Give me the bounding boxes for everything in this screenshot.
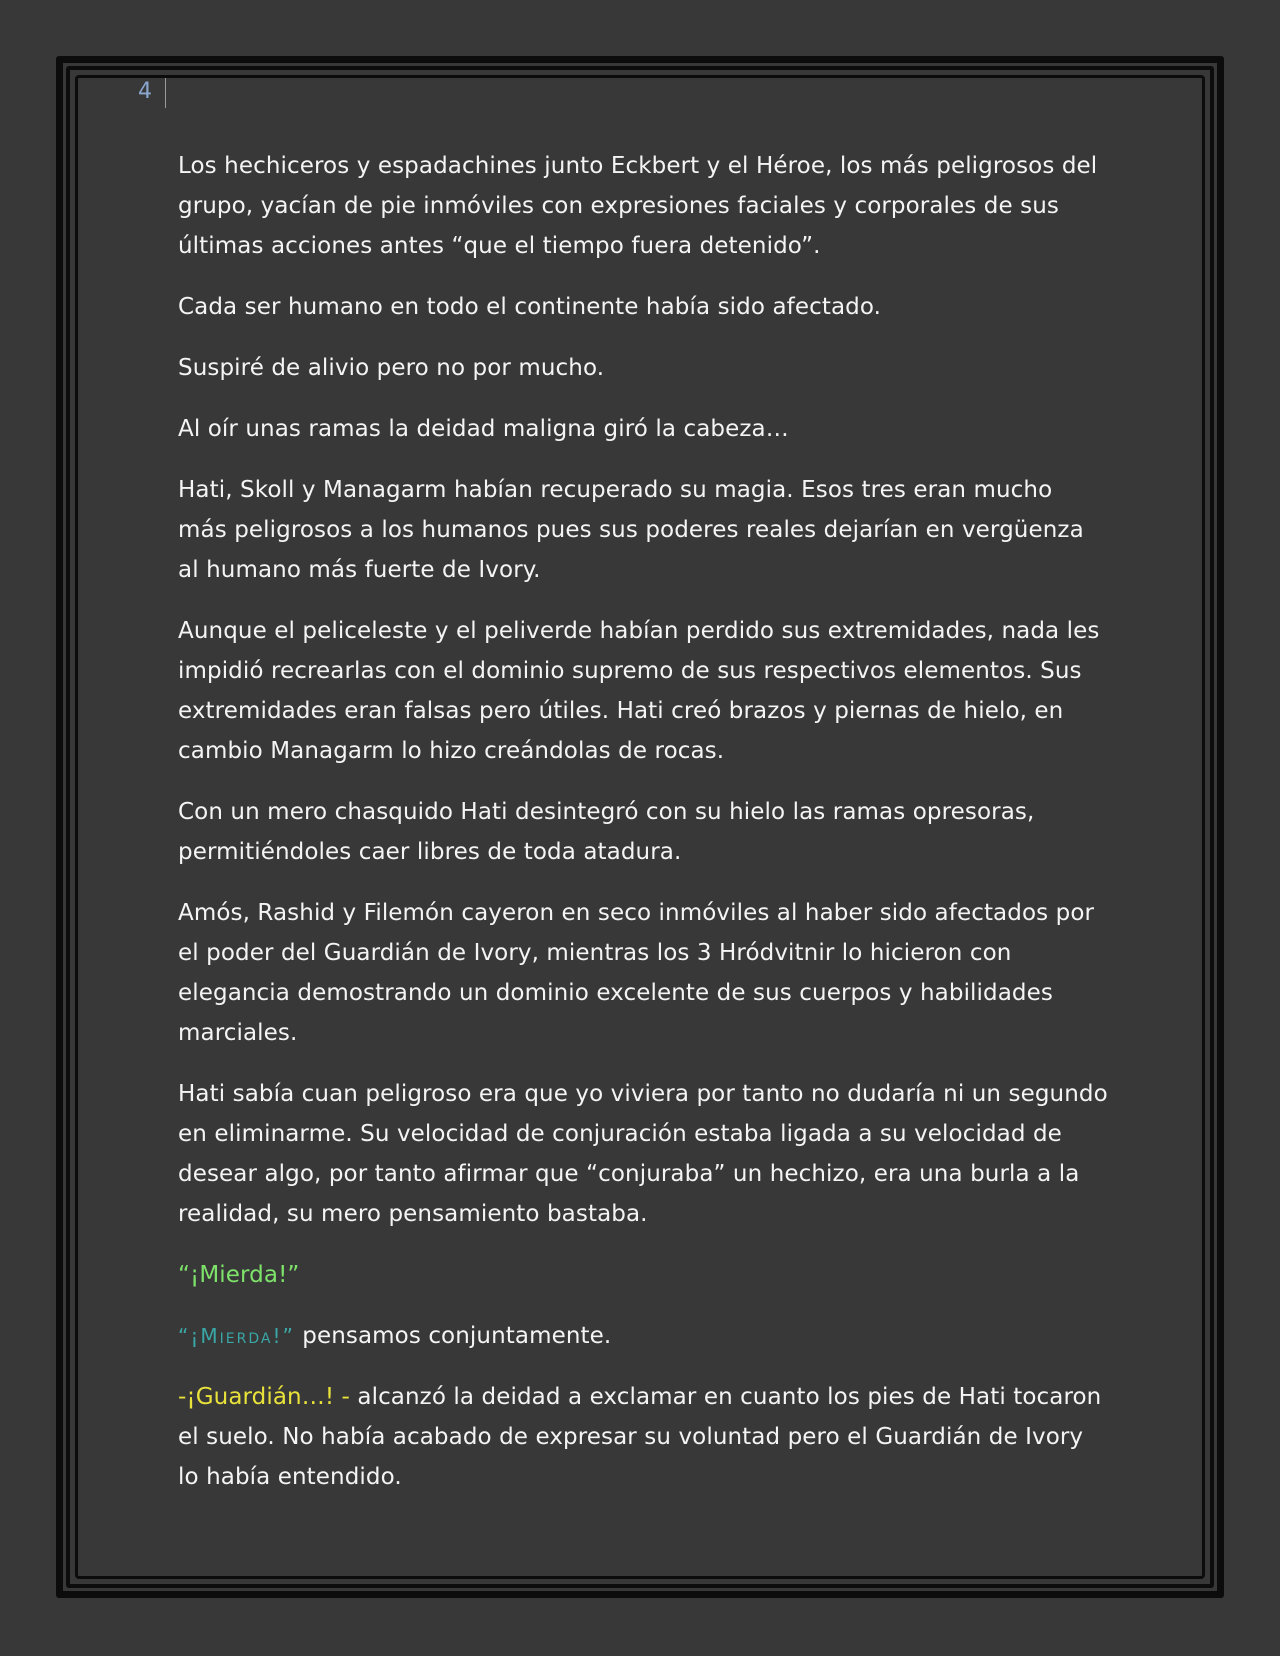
paragraph-7: Con un mero chasquido Hati desintegró con su hielo las ramas opresoras, permitiéndoles caer libres de toda atadura. [178,799,1035,865]
final-narration: alcanzó la deidad a exclamar en cuanto los pies de Hati tocaron el suelo. No había acabado de expresar su voluntad pero el Guardián de Ivory lo había entendido. [178,1384,1102,1490]
paragraph-1: Los hechiceros y espadachines junto Eckbert y el Héroe, los más peligrosos del grupo, yacían de pie inmóviles con expresiones faciales y corporales de sus últimas acciones antes “que el tiempo fuera detenido”. [178,153,1098,259]
thought-green-text: “¡Mierda!” [178,1262,300,1288]
thought-line-teal [178,1316,1108,1356]
story-text [178,146,1108,1518]
paragraph-2: Cada ser humano en todo el continente había sido afectado. [178,294,882,320]
paragraph-9: Hati sabía cuan peligroso era que yo viviera por tanto no dudaría ni un segundo en eliminarme. Su velocidad de conjuración estaba ligada a su velocidad de desear algo, por tanto afirmar que “conjuraba” un hechizo, era una burla a la realidad, su mero pensamiento bastaba. [178,1081,1108,1227]
paragraph-4: Al oír unas ramas la deidad maligna giró la cabeza… [178,416,789,442]
thought-line-green [178,1255,1108,1295]
paragraph-8: Amós, Rashid y Filemón cayeron en seco inmóviles al haber sido afectados por el poder del Guardián de Ivory, mientras los 3 Hródvitnir lo hicieron con elegancia demostrando un dominio excelente de sus cuerpos y habilidades marciales. [178,900,1095,1046]
paragraph-final [178,1377,1108,1497]
thought-teal-text: “¡Mierda!” [178,1324,295,1348]
page-number-divider [165,78,166,108]
paragraph-3: Suspiré de alivio pero no por mucho. [178,355,605,381]
page-number: 4 [138,79,152,104]
dialogue-guardian: -¡Guardián…! - [178,1384,350,1410]
thought-teal-narration: pensamos conjuntamente. [294,1323,612,1349]
paragraph-5: Hati, Skoll y Managarm habían recuperado su magia. Esos tres eran mucho más peligrosos a los humanos pues sus poderes reales dejarían en vergüenza al humano más fuerte de Ivory. [178,477,1084,583]
paragraph-6: Aunque el peliceleste y el peliverde habían perdido sus extremidades, nada les impidió recrearlas con el dominio supremo de sus respectivos elementos. Sus extremidades eran falsas pero útiles. Hati creó brazos y piernas de hielo, en cambio Managarm lo hizo creándolas de rocas. [178,618,1100,764]
